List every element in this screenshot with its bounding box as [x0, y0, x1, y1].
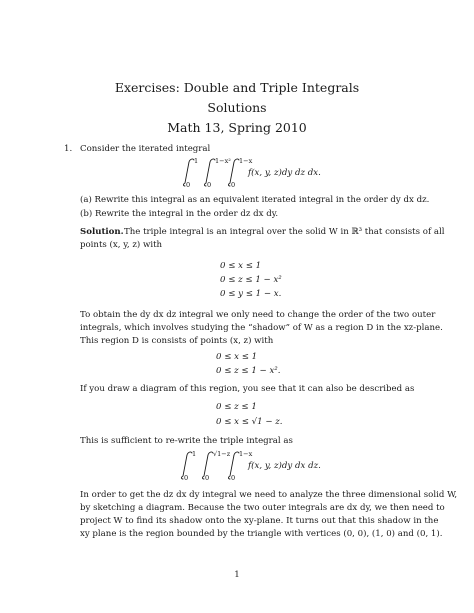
limit-lower-2: 0 [207, 181, 212, 189]
limit-upper-3: 1−x [239, 157, 253, 165]
limit-lower-3: 0 [231, 181, 236, 189]
solution-para5-line4: xy plane is the region bounded by the triangle with vertices (0, 0), (1, 0) and (0, 1). [80, 529, 443, 539]
problem-intro: Consider the iterated integral [80, 144, 211, 154]
solution-para5-line1: In order to get the dz dx dy integral we need to analyze the three dimensional solid W, [80, 490, 458, 500]
problem-number: 1. [64, 144, 73, 154]
limit-upper-1: 1 [192, 450, 197, 458]
inequality: 0 ≤ x ≤ 1 [220, 261, 262, 271]
solution-para1-line1: The triple integral is an integral over the solid W in ℝ³ that consists of all [124, 227, 445, 237]
page-subtitle: Solutions [207, 100, 267, 115]
page-number: 1 [234, 570, 240, 580]
solution-para2-line2: integrals, which involves studying the “shadow” of W as a region D in the xz-plane. [80, 323, 443, 333]
limit-upper-2: 1−x² [215, 157, 231, 165]
limit-lower-1: 0 [184, 474, 189, 482]
solution-para5-line3: project W to find its shadow onto the xy-plane. It turns out that this shadow in the [80, 516, 439, 526]
solution-para2-line1: To obtain the dy dx dz integral we only need to change the order of the two outer [80, 310, 436, 320]
limit-lower-1: 0 [186, 181, 191, 189]
inequality: 0 ≤ y ≤ 1 − x. [220, 289, 282, 299]
solution-para1-line2: points (x, y, z) with [80, 240, 163, 250]
part-b: (b) Rewrite the integral in the order dz dx dy. [80, 209, 279, 219]
inequality: 0 ≤ z ≤ 1 − x². [216, 366, 281, 376]
course-label: Math 13, Spring 2010 [167, 120, 307, 135]
inequality: 0 ≤ z ≤ 1 − x² [220, 275, 282, 285]
limit-upper-3: 1−x [239, 450, 253, 458]
solution-para3: If you draw a diagram of this region, you see that it can also be described as [80, 384, 415, 394]
solution-para2-line3: This region D is consists of points (x, z) with [80, 336, 274, 346]
limit-upper-1: 1 [194, 157, 199, 165]
part-a: (a) Rewrite this integral as an equivalent iterated integral in the order dy dx dz. [80, 195, 430, 205]
limit-lower-2: 0 [205, 474, 210, 482]
page-title: Exercises: Double and Triple Integrals [114, 80, 360, 95]
inequality: 0 ≤ x ≤ √1 − z. [216, 417, 283, 427]
integrand-2: f(x, y, z)dy dx dz. [248, 461, 321, 471]
inequality: 0 ≤ z ≤ 1 [216, 402, 257, 412]
integrand-1: f(x, y, z)dy dz dx. [248, 168, 321, 178]
limit-upper-2: √1−z [213, 450, 231, 458]
inequality: 0 ≤ x ≤ 1 [216, 352, 258, 362]
solution-para4: This is sufficient to re-write the triple integral as [80, 436, 293, 446]
solution-para5-line2: by sketching a diagram. Because the two outer integrals are dx dy, we then need to [80, 503, 445, 513]
solution-label: Solution. [80, 227, 124, 237]
limit-lower-3: 0 [231, 474, 236, 482]
